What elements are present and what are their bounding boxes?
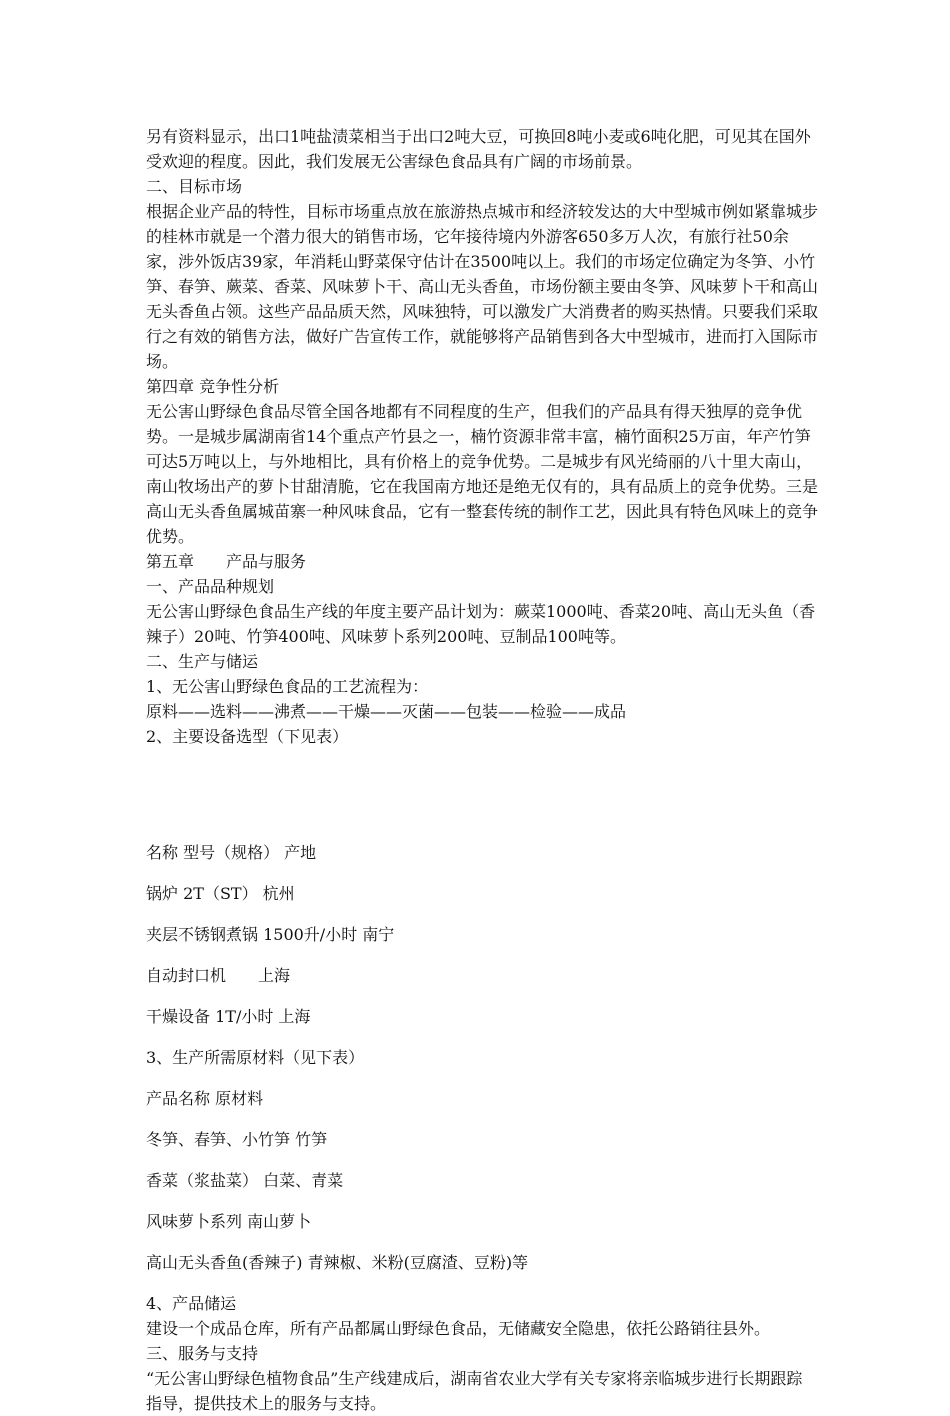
blank-space — [146, 749, 818, 824]
materials-row: 产品名称 原材料 — [146, 1089, 264, 1108]
heading-chapter-4: 第四章 竞争性分析 — [146, 377, 280, 396]
equipment-row: 名称 型号（规格） 产地 — [146, 843, 317, 862]
equipment-row: 夹层不锈钢煮锅 1500升/小时 南宁 — [146, 925, 395, 944]
heading-target-market: 二、目标市场 — [146, 177, 243, 196]
paragraph-target-market: 根据企业产品的特性，目标市场重点放在旅游热点城市和经济较发达的大中型城市例如紧靠城步的桂林市就是一个潜力很大的销售市场，它年接待境内外游客650多万人次，有旅行社50余家，涉外饭店39家，年消耗山野菜保守估计在3500吨以上。我们的市场定位确定为冬笋、小竹笋、春笋、蕨菜、香菜、风味萝卜干、高山无头香鱼，市场份额主要由冬笋、风味萝卜干和高山无头香鱼占领。这些产品品质天然，风味独特，可以激发广大消费者的购买热情。只要我们采取行之有效的销售方法，做好广告宣传工作，就能够将产品销售到各大中型城市，进而打入国际市场。 — [146, 202, 819, 371]
item-storage-title: 4、产品储运 — [146, 1294, 237, 1313]
equipment-row: 自动封口机 上海 — [146, 966, 291, 985]
paragraph-service-support: “无公害山野绿色植物食品”生产线建成后，湖南省农业大学有关专家将亲临城步进行长期跟踪指导，提供技术上的服务与支持。 — [146, 1369, 803, 1413]
materials-row: 风味萝卜系列 南山萝卜 — [146, 1212, 312, 1231]
heading-production-storage: 二、生产与储运 — [146, 652, 259, 671]
materials-row: 香菜（浆盐菜） 白菜、青菜 — [146, 1171, 344, 1190]
item-equipment-title: 2、主要设备选型（下见表） — [146, 727, 349, 746]
heading-product-plan: 一、产品品种规划 — [146, 577, 275, 596]
equipment-row: 锅炉 2T（ST） 杭州 — [146, 884, 295, 903]
equipment-table — [146, 840, 818, 1029]
paragraph-product-plan: 无公害山野绿色食品生产线的年度主要产品计划为：蕨菜1000吨、香菜20吨、高山无头鱼（香辣子）20吨、竹笋400吨、风味萝卜系列200吨、豆制品100吨等。 — [146, 602, 816, 646]
materials-row: 高山无头香鱼(香辣子) 青辣椒、米粉(豆腐渣、豆粉)等 — [146, 1253, 529, 1272]
materials-table — [146, 1086, 818, 1275]
paragraph-export-data: 另有资料显示，出口1吨盐渍菜相当于出口2吨大豆，可换回8吨小麦或6吨化肥，可见其在国外受欢迎的程度。因此，我们发展无公害绿色食品具有广阔的市场前景。 — [146, 127, 811, 171]
equipment-row: 干燥设备 1T/小时 上海 — [146, 1007, 311, 1026]
paragraph-storage: 建设一个成品仓库，所有产品都属山野绿色食品，无储藏安全隐患，依托公路销往县外。 — [146, 1319, 771, 1338]
item-materials-title: 3、生产所需原材料（见下表） — [146, 1048, 365, 1067]
materials-row: 冬笋、春笋、小竹笋 竹笋 — [146, 1130, 328, 1149]
item-process-flow-title: 1、无公害山野绿色食品的工艺流程为： — [146, 677, 429, 696]
heading-service-support: 三、服务与支持 — [146, 1344, 259, 1363]
document-body — [146, 124, 818, 1416]
paragraph-competition: 无公害山野绿色食品尽管全国各地都有不同程度的生产，但我们的产品具有得天独厚的竞争优势。一是城步属湖南省14个重点产竹县之一，楠竹资源非常丰富，楠竹面积25万亩，年产竹笋可达5万吨以上，与外地相比，具有价格上的竞争优势。二是城步有风光绮丽的八十里大南山，南山牧场出产的萝卜甘甜清脆，它在我国南方地还是绝无仅有的，具有品质上的竞争优势。三是高山无头香鱼属城苗寨一种风味食品，它有一整套传统的制作工艺，因此具有特色风味上的竞争优势。 — [146, 402, 819, 546]
process-flow: 原料——选料——沸煮——干燥——灭菌——包装——检验——成品 — [146, 702, 627, 721]
heading-chapter-5: 第五章 产品与服务 — [146, 552, 307, 571]
